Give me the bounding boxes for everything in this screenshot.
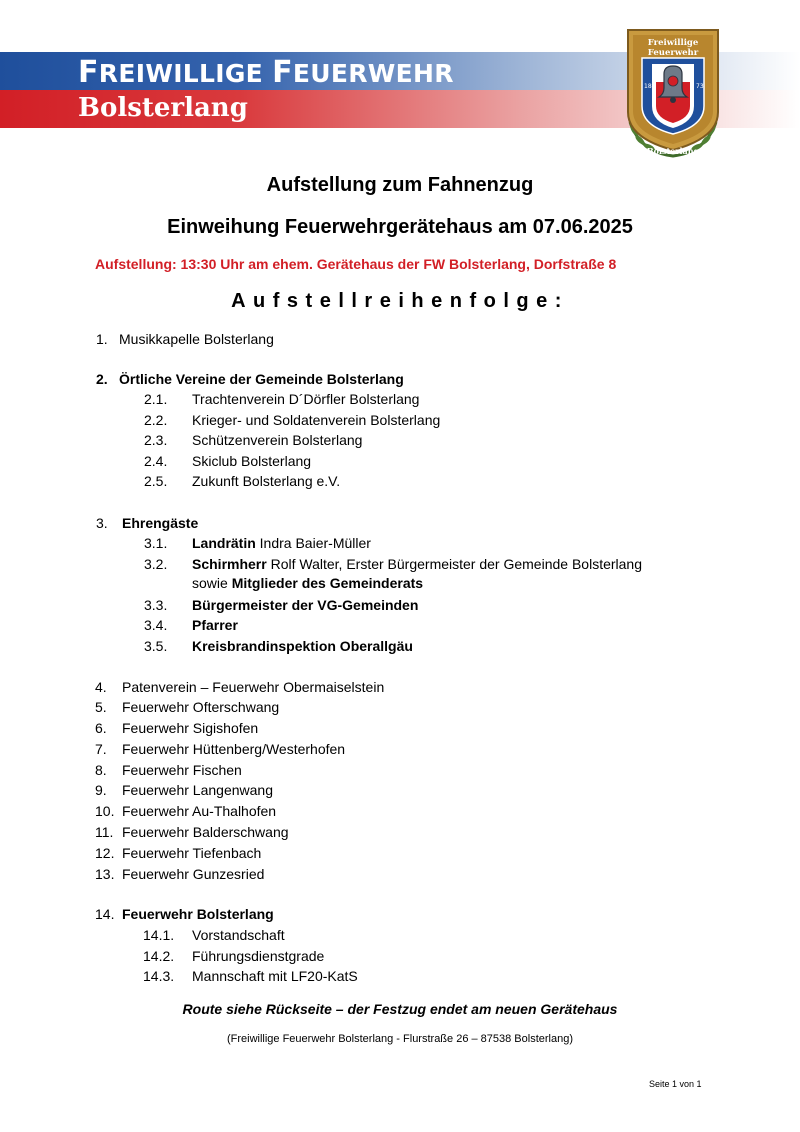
fire-brigade-crest-logo	[620, 26, 726, 160]
list-item-num: 11.	[95, 824, 114, 840]
sub-item: Trachtenverein D´Dörfler Bolsterlang	[192, 391, 420, 407]
list-item-num: 2.	[96, 371, 108, 387]
list-item-num: 3.	[96, 515, 108, 531]
list-item: Feuerwehr Balderschwang	[122, 824, 289, 840]
list-item-num: 4.	[95, 679, 107, 695]
org-name: FREIWILLIGE FEUERWEHR	[78, 55, 454, 90]
list-item-num: 1.	[96, 331, 108, 347]
document-title: Aufstellung zum Fahnenzug	[266, 174, 534, 196]
list-item: Feuerwehr Tiefenbach	[122, 845, 262, 861]
sub-item-num: 14.2.	[143, 948, 175, 964]
list-item-num: 8.	[95, 762, 107, 778]
list-item-num: 13.	[95, 866, 115, 882]
list-item: Feuerwehr Langenwang	[122, 782, 273, 798]
sub-item: Schirmherr Rolf Walter, Erster Bürgermeister der Gemeinde Bolsterlang	[192, 556, 642, 572]
list-item-num: 14.	[95, 906, 115, 922]
list-item: Feuerwehr Hüttenberg/Westerhofen	[122, 741, 346, 757]
sub-item: Skiclub Bolsterlang	[192, 453, 312, 469]
sub-item: Landrätin Indra Baier-Müller	[192, 535, 371, 551]
town-name: Bolsterlang	[78, 93, 248, 123]
list-item-num: 6.	[95, 720, 107, 736]
sub-item-num: 2.4.	[144, 453, 168, 469]
crest-text-top-2: Feuerwehr	[647, 48, 699, 58]
assembly-time-location: Aufstellung: 13:30 Uhr am ehem. Gerätehaus der FW Bolsterlang, Dorfstraße 8	[95, 256, 617, 272]
sub-item-num: 2.3.	[144, 432, 168, 448]
list-item-num: 10.	[95, 803, 115, 819]
list-item-heading: Feuerwehr Bolsterlang	[122, 906, 274, 922]
list-item: Feuerwehr Sigishofen	[122, 720, 259, 736]
sub-item: Führungsdienstgrade	[192, 948, 325, 964]
sub-item-num: 3.3.	[144, 597, 168, 613]
sub-item-num: 3.5.	[144, 638, 168, 654]
list-item-num: 7.	[95, 741, 107, 757]
crest-year-right: 73	[696, 83, 704, 90]
sub-item: Mannschaft mit LF20-KatS	[192, 968, 358, 984]
sub-item: Schützenverein Bolsterlang	[192, 432, 363, 448]
list-item-num: 12.	[95, 845, 115, 861]
list-item-heading: Örtliche Vereine der Gemeinde Bolsterlang	[119, 371, 404, 387]
sub-item-num: 3.1.	[144, 535, 168, 551]
sub-item-num: 2.5.	[144, 473, 168, 489]
list-item: Musikkapelle Bolsterlang	[119, 331, 274, 347]
crest-text-bottom: Bolsterlang	[646, 146, 700, 156]
list-item-heading: Ehrengäste	[122, 515, 199, 531]
sub-item: Pfarrer	[192, 617, 238, 633]
list-item: Feuerwehr Ofterschwang	[122, 699, 280, 715]
list-item: Feuerwehr Gunzesried	[122, 866, 265, 882]
sub-item: Vorstandschaft	[192, 927, 285, 943]
list-item: Feuerwehr Au-Thalhofen	[122, 803, 277, 819]
sub-item-continuation: sowie Mitglieder des Gemeinderats	[192, 575, 424, 591]
sub-item-num: 14.3.	[143, 968, 175, 984]
sub-item: Krieger- und Soldatenverein Bolsterlang	[192, 412, 441, 428]
sub-item-num: 2.1.	[144, 391, 168, 407]
sub-item: Kreisbrandinspektion Oberallgäu	[192, 638, 413, 654]
sub-item: Zukunft Bolsterlang e.V.	[192, 473, 341, 489]
crest-text-top-1: Freiwillige	[647, 38, 699, 48]
page-number: Seite 1 von 1	[649, 1079, 702, 1089]
list-item-num: 9.	[95, 782, 107, 798]
sub-item-num: 3.2.	[144, 556, 168, 572]
order-heading: Aufstellreihenfolge:	[231, 290, 569, 312]
sub-item: Bürgermeister der VG-Gemeinden	[192, 597, 419, 613]
sub-item-num: 14.1.	[143, 927, 175, 943]
document-subtitle: Einweihung Feuerwehrgerätehaus am 07.06.2025	[167, 216, 633, 238]
address-line: (Freiwillige Feuerwehr Bolsterlang - Flurstraße 26 – 87538 Bolsterlang)	[226, 1033, 574, 1045]
route-note: Route siehe Rückseite – der Festzug endet am neuen Gerätehaus	[182, 1001, 618, 1017]
list-item: Feuerwehr Fischen	[122, 762, 242, 778]
sub-item-num: 3.4.	[144, 617, 168, 633]
list-item: Patenverein – Feuerwehr Obermaiselstein	[122, 679, 385, 695]
list-item-num: 5.	[95, 699, 107, 715]
crest-year-left: 18	[644, 83, 652, 90]
sub-item-num: 2.2.	[144, 412, 168, 428]
